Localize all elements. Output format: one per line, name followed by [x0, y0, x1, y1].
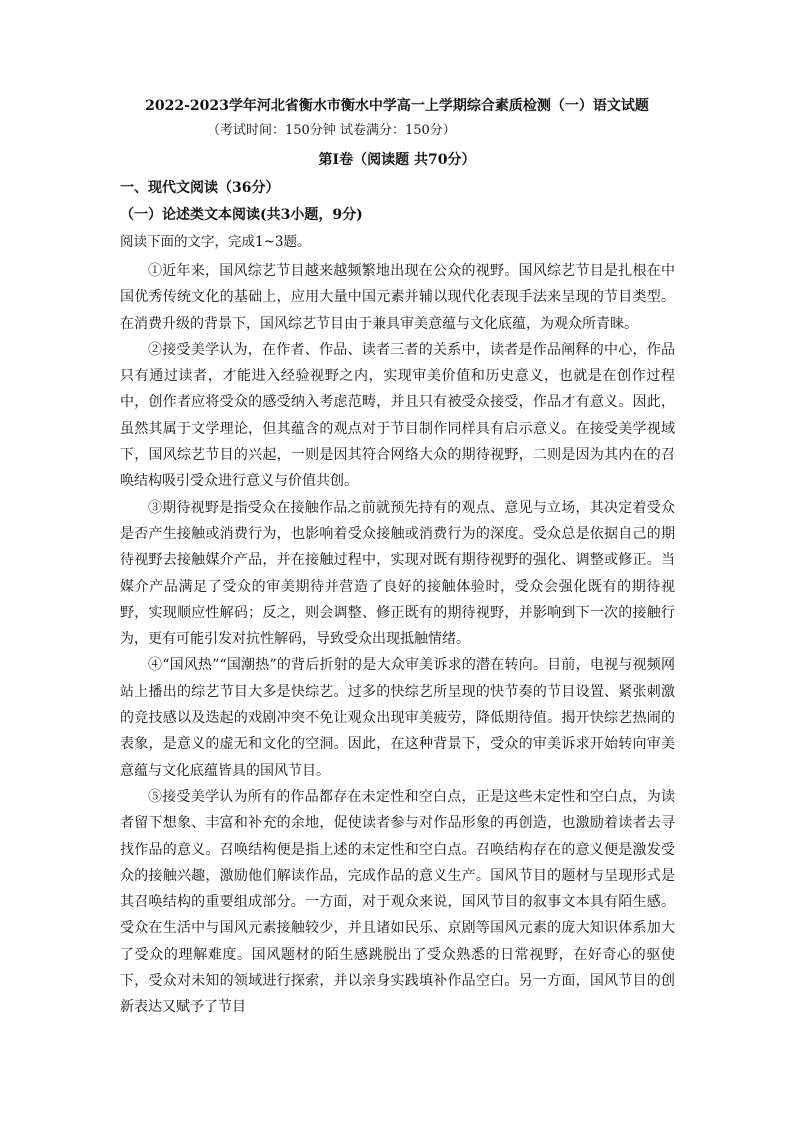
exam-time-info: （考试时间：150分钟 试卷满分：150分） [207, 123, 456, 138]
passage-body [120, 258, 675, 1021]
paragraph-4: ④“国风热”“国潮热”的背后折射的是大众审美诉求的潜在转向。目前，电视与视频网站上播出的综艺节目大多是快综艺。过多的快综艺所呈现的快节奏的节目设置、紧张刺激的竞技感以及迭起的戏剧冲突不免让观众出现审美疲劳，降低期待值。揭开快综艺热闹的表象，是意义的虚无和文化的空洞。因此，在这种背景下，受众的审美诉求开始转向审美意蕴与文化底蕴皆具的国风节目。 [120, 657, 675, 779]
paragraph-2: ②接受美学认为，在作者、作品、读者三者的关系中，读者是作品阐释的中心，作品只有通过读者，才能进入经验视野之内，实现审美价值和历史意义，也就是在创作过程中，创作者应将受众的感受纳入考虑范畴，并且只有被受众接受，作品才有意义。因此，虽然其属于文学理论，但其蕴含的观点对于节目制作同样具有启示意义。在接受美学视域下，国风综艺节目的兴起，一则是因其符合网络大众的期待视野，二则是因为其内在的召唤结构吸引受众进行意义与价值共创。 [120, 341, 675, 490]
paragraph-1: ①近年来，国风综艺节目越来越频繁地出现在公众的视野。国风综艺节目是扎根在中国优秀传统文化的基础上，应用大量中国元素并辅以现代化表现手法来呈现的节目类型。在消费升级的背景下，国风综艺节目由于兼具审美意蕴与文化底蕴，为观众所青睐。 [120, 263, 675, 332]
subsection-heading: （一）论述类文本阅读(共3小题，9分) [120, 207, 363, 223]
exam-title: 2022-2023学年河北省衡水市衡水中学高一上学期综合素质检测（一）语文试题 [145, 98, 649, 114]
paragraph-3: ③期待视野是指受众在接触作品之前就预先持有的观点、意见与立场，其决定着受众是否产生接触或消费行为，也影响着受众接触或消费行为的深度。受众总是依据自己的期待视野去接触媒介产品，并在接触过程中，实现对既有期待视野的强化、调整或修正。当媒介产品满足了受众的审美期待并营造了良好的接触体验时，受众会强化既有的期待视野，实现顺应性解码；反之，则会调整、修正既有的期待视野，并影响到下一次的接触行为，更有可能引发对抗性解码，导致受众出现抵触情绪。 [120, 499, 675, 648]
paragraph-5: ⑤接受美学认为所有的作品都存在未定性和空白点，正是这些未定性和空白点，为读者留下想象、丰富和补充的余地，促使读者参与对作品形象的再创造，也激励着读者去寻找作品的意义。召唤结构便是指上述的未定性和空白点。召唤结构存在的意义便是激发受众的接触兴趣，激励他们解读作品，完成作品的意义生产。国风节目的题材与呈现形式是其召唤结构的重要组成部分。一方面，对于观众来说，国风节目的叙事文本具有陌生感。受众在生活中与国风元素接触较少，并且诸如民乐、京剧等国风元素的庞大知识体系加大了受众的理解难度。国风题材的陌生感跳脱出了受众熟悉的日常视野，在好奇心的驱使下，受众对未知的领域进行探索，并以亲身实践填补作品空白。另一方面，国风节目的创新表达又赋予了节目 [120, 788, 675, 1016]
section-heading: 一、现代文阅读（36分） [120, 180, 280, 196]
reading-instruction: 阅读下面的文字，完成1~3题。 [120, 234, 311, 250]
part-title: 第Ⅰ卷（阅读题 共70分） [318, 152, 476, 168]
